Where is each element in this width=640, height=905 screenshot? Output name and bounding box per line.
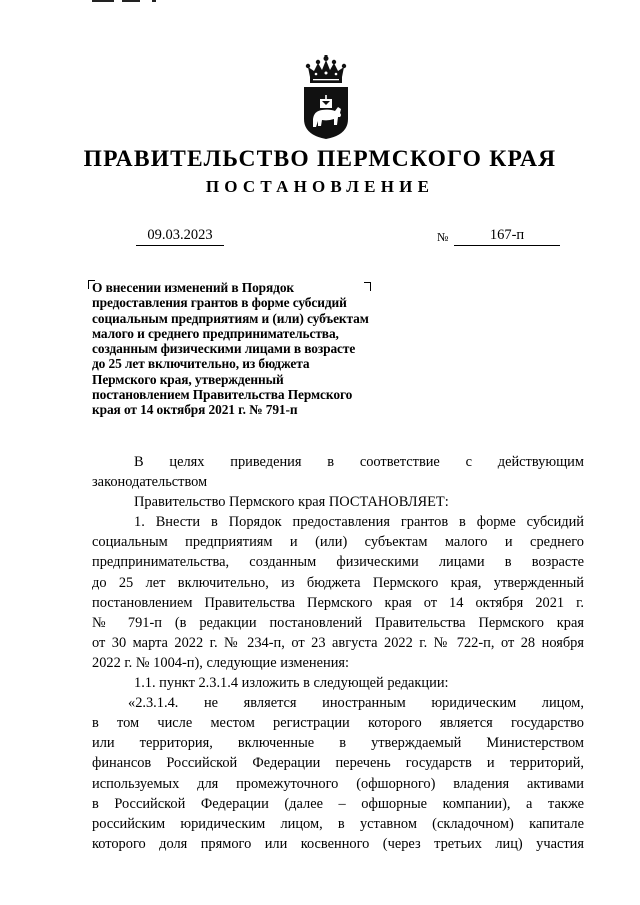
body-line: используемых для промежуточного (офшорного) владения активами [92, 775, 584, 792]
body-line: от 30 марта 2022 г. № 234-п, от 23 августа 2022 г. № 722-п, от 28 ноября [92, 634, 584, 651]
subject-line: Пермского края, утвержденный [92, 371, 284, 387]
body-line: социальным предприятиям и (или) субъектам малого и среднего [92, 534, 584, 551]
document-date: 09.03.2023 [136, 227, 224, 246]
body-line: финансов Российской Федерации перечень государств и территорий, [92, 755, 584, 772]
body-line: российским юридическим лицом, в уставном (складочном) капитале [92, 815, 584, 832]
subject-line: предоставления грантов в форме субсидий [92, 295, 347, 311]
body-line: 2022 г. № 1004-п), следующие изменения: [92, 654, 350, 671]
body-line: которого доля прямого или косвенного (через третьих лиц) участия [92, 835, 584, 852]
body-line: «2.3.1.4. не является иностранным юридическим лицом, [128, 695, 584, 712]
body-line: 1.1. пункт 2.3.1.4 изложить в следующей редакции: [134, 675, 449, 692]
body-line: № 791-п (в редакции постановлений Правительства Пермского края [92, 614, 584, 631]
subject-line: до 25 лет включительно, из бюджета [92, 356, 310, 372]
subject-line: социальным предприятиям и (или) субъектам [92, 310, 369, 326]
document-subject [92, 280, 412, 418]
body-line: предпринимательства, созданным физическими лицами в возрасте [92, 554, 584, 571]
body-line: законодательством [92, 474, 208, 491]
body-line: постановлением Правительства Пермского края от 14 октября 2021 г. [92, 594, 584, 611]
subject-line: края от 14 октября 2021 г. № 791-п [92, 402, 298, 418]
document-type: ПОСТАНОВЛЕНИЕ [205, 177, 435, 196]
body-line: или территория, включенные в утверждаемый Министерством [92, 735, 584, 752]
body-line: до 25 лет включительно, из бюджета Пермского края, утвержденный [92, 574, 584, 591]
body-line: Правительство Пермского края ПОСТАНОВЛЯЕТ: [134, 494, 449, 511]
subject-line: созданным физическими лицами в возрасте [92, 341, 356, 357]
body-line: в том числе местом регистрации которого является государство [92, 715, 584, 732]
subject-line: О внесении изменений в Порядок [92, 280, 295, 295]
body-line: в Российской Федерации (далее – офшорные компании), а также [92, 795, 584, 812]
document-body [92, 452, 584, 854]
subject-line: постановлением Правительства Пермского [92, 387, 353, 403]
perm-krai-coat-of-arms-icon [300, 55, 352, 139]
document-number: 167-п [454, 227, 560, 246]
body-line: 1. Внести в Порядок предоставления грантов в форме субсидий [134, 514, 584, 531]
number-label: № [437, 230, 449, 244]
body-line: В целях приведения в соответствие с действующим [134, 454, 584, 470]
government-title: ПРАВИТЕЛЬСТВО ПЕРМСКОГО КРАЯ [83, 146, 557, 172]
subject-line: малого и среднего предпринимательства, [92, 325, 339, 341]
